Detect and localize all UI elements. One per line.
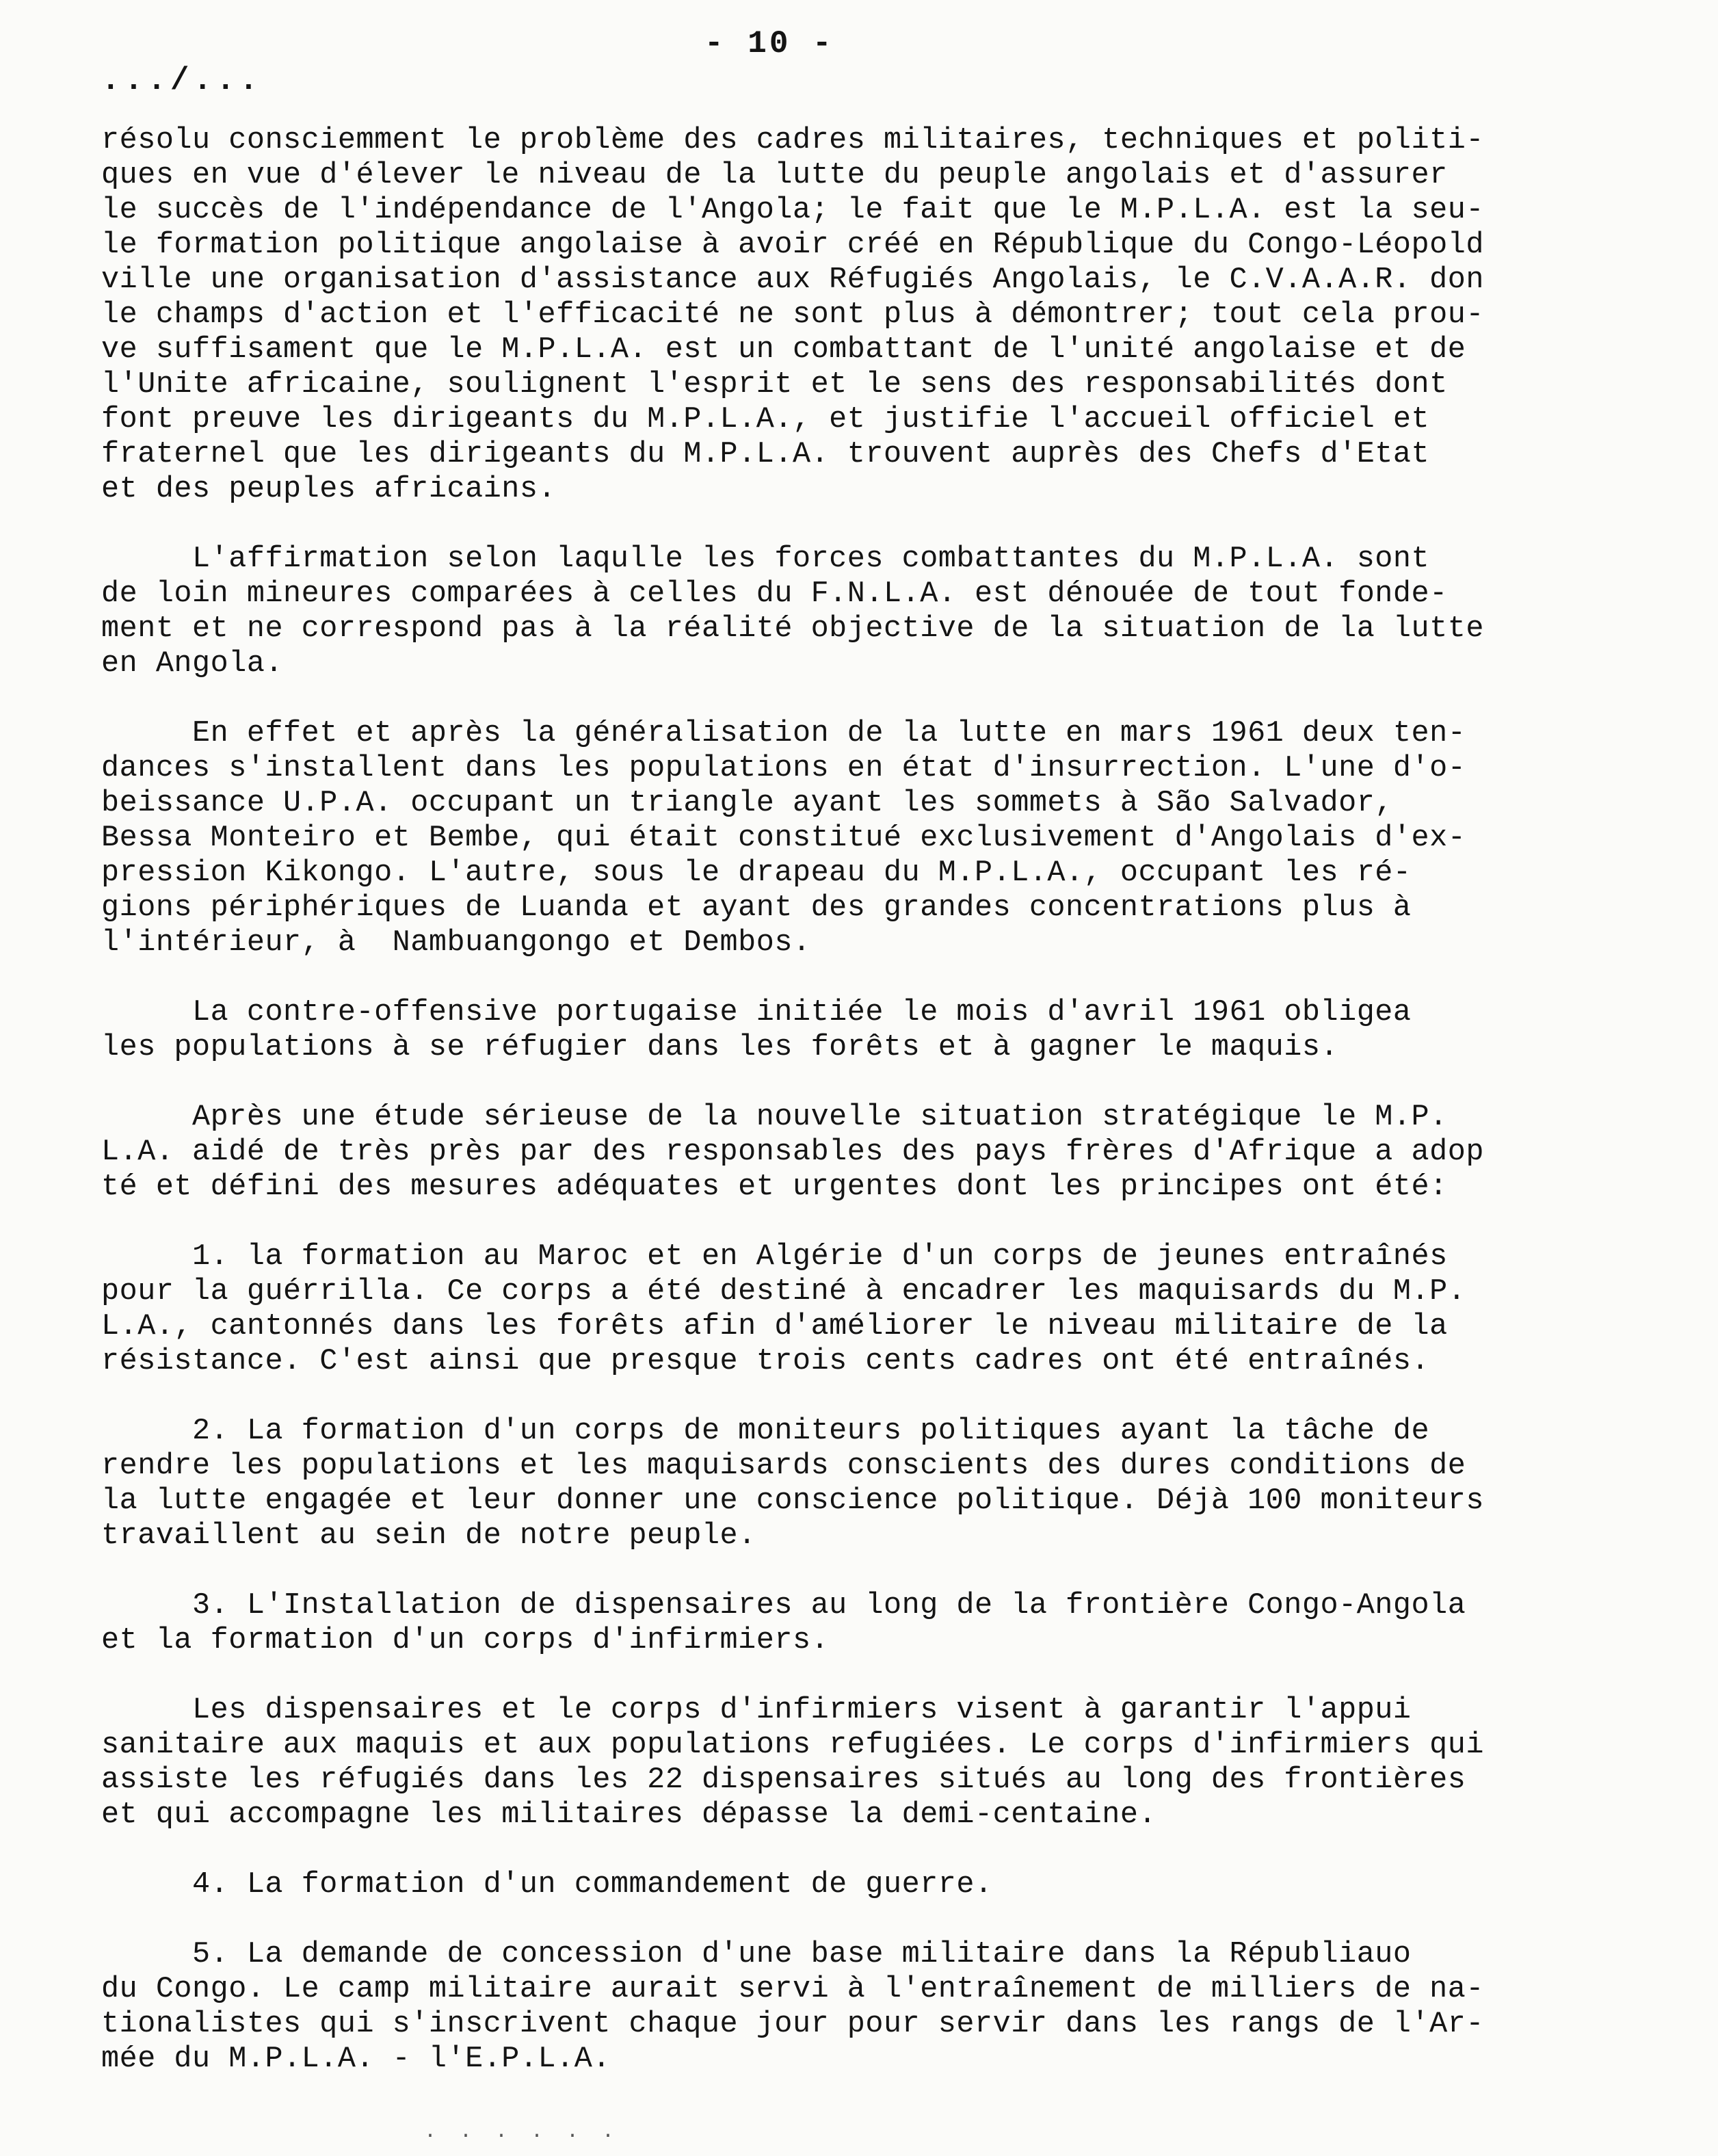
document-body [101,123,1640,2112]
text-line: du Congo. Le camp militaire aurait servi à l'entraînement de milliers de na- [101,1973,1484,2006]
text-line: dances s'installent dans les populations en état d'insurrection. L'une d'o- [101,752,1466,785]
paragraph [101,542,1640,681]
text-line: té et défini des mesures adéquates et urgentes dont les principes ont été: [101,1170,1448,1204]
text-line: gions périphériques de Luanda et ayant des grandes concentrations plus à [101,891,1412,925]
text-line: l'intérieur, à Nambuangongo et Dembos. [101,926,811,960]
paragraph [101,1937,1640,2077]
text-line: 3. L'Installation de dispensaires au long de la frontière Congo-Angola [101,1589,1466,1622]
text-line: et des peuples africains. [101,473,557,506]
text-line: sanitaire aux maquis et aux populations refugiées. Le corps d'infirmiers qui [101,1728,1484,1762]
text-line: ve suffisament que le M.P.L.A. est un combattant de l'unité angolaise et de [101,333,1466,367]
paragraph [101,1693,1640,1832]
text-line: et la formation d'un corps d'infirmiers. [101,1624,830,1657]
text-line: la lutte engagée et leur donner une conscience politique. Déjà 100 moniteurs [101,1484,1484,1518]
text-line: fraternel que les dirigeants du M.P.L.A. trouvent auprès des Chefs d'Etat [101,438,1430,471]
text-line: résistance. C'est ainsi que presque trois cents cadres ont été entraînés. [101,1345,1430,1378]
text-line: ville une organisation d'assistance aux Réfugiés Angolais, le C.V.A.A.R. don [101,263,1484,297]
paragraph [101,123,1640,507]
text-line: La contre-offensive portugaise initiée le mois d'avril 1961 obligea [101,996,1412,1029]
text-line: tionalistes qui s'inscrivent chaque jour pour servir dans les rangs de l'Ar- [101,2008,1484,2041]
text-line: En effet et après la généralisation de la lutte en mars 1961 deux ten- [101,717,1466,750]
text-line: L.A. aidé de très près par des responsables des pays frères d'Afrique a adop [101,1135,1484,1169]
text-line: l'Unite africaine, soulignent l'esprit et le sens des responsabilités dont [101,368,1448,402]
text-line: mée du M.P.L.A. - l'E.P.L.A. [101,2042,611,2076]
text-line: Bessa Monteiro et Bembe, qui était constitué exclusivement d'Angolais d'ex- [101,821,1466,855]
text-line: résolu consciemment le problème des cadres militaires, techniques et politi- [101,124,1484,157]
text-line: de loin mineures comparées à celles du F.N.L.A. est dénouée de tout fonde- [101,577,1448,611]
text-line: Les dispensaires et le corps d'infirmiers visent à garantir l'appui [101,1694,1412,1727]
paragraph [101,1867,1640,1902]
text-line: 4. La formation d'un commandement de guerre. [101,1868,993,1902]
text-line: le succès de l'indépendance de l'Angola; le fait que le M.P.L.A. est la seu- [101,194,1484,227]
text-line: 1. la formation au Maroc et en Algérie d'un corps de jeunes entraînés [101,1240,1448,1274]
text-line: pour la guérrilla. Ce corps a été destiné à encadrer les maquisards du M.P. [101,1275,1466,1309]
paragraph [101,1100,1640,1205]
paragraph [101,1414,1640,1553]
continuation-mark: .../... [101,63,263,98]
text-line: assiste les réfugiés dans les 22 dispensaires situés au long des frontières [101,1763,1466,1797]
text-line: ment et ne correspond pas à la réalité objective de la situation de la lutte [101,612,1484,646]
text-line: pression Kikongo. L'autre, sous le drapeau du M.P.L.A., occupant les ré- [101,856,1412,890]
text-line: Après une étude sérieuse de la nouvelle situation stratégique le M.P. [101,1101,1448,1134]
paragraph [101,716,1640,960]
text-line: font preuve les dirigeants du M.P.L.A., et justifie l'accueil officiel et [101,403,1430,436]
text-line: le champs d'action et l'efficacité ne sont plus à démontrer; tout cela prou- [101,298,1484,332]
text-line: L.A., cantonnés dans les forêts afin d'améliorer le niveau militaire de la [101,1310,1448,1343]
text-line: ques en vue d'élever le niveau de la lutte du peuple angolais et d'assurer [101,159,1448,192]
paragraph [101,1239,1640,1379]
paragraph [101,995,1640,1065]
text-line: 2. La formation d'un corps de moniteurs politiques ayant la tâche de [101,1415,1430,1448]
text-line: les populations à se réfugier dans les forêts et à gagner le maquis. [101,1031,1339,1064]
text-line: le formation politique angolaise à avoir créé en République du Congo-Léopold [101,228,1484,262]
text-line: en Angola. [101,647,284,681]
text-line: travaillent au sein de notre peuple. [101,1519,756,1553]
page-number: - 10 - [704,26,834,62]
text-line: et qui accompagne les militaires dépasse la demi-centaine. [101,1798,1157,1832]
text-line: 5. La demande de concession d'une base militaire dans la Républiauo [101,1938,1412,1971]
text-line: rendre les populations et les maquisards conscients des dures conditions de [101,1449,1466,1483]
paragraph [101,1588,1640,1658]
text-line: L'affirmation selon laqulle les forces combattantes du M.P.L.A. sont [101,542,1430,576]
footer-mark: . . . . . . [424,2120,620,2144]
text-line: beissance U.P.A. occupant un triangle ayant les sommets à São Salvador, [101,787,1393,820]
